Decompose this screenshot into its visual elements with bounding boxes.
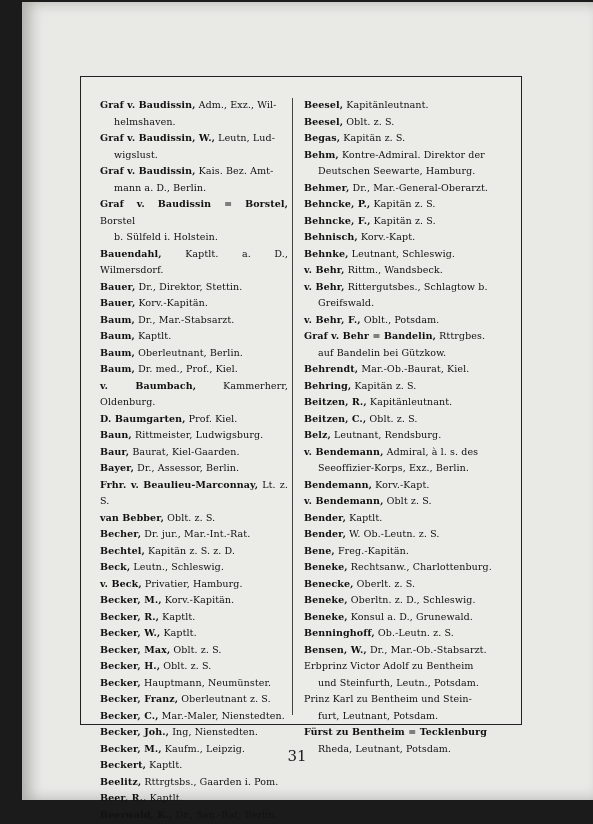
entry-name: Baum, [100, 331, 135, 342]
entry-name: Bauendahl, [100, 249, 162, 260]
entry-name: Graf v. Behr = Bandelin, [304, 331, 436, 342]
directory-entry [100, 527, 288, 544]
entry-details: Kaptlt. [163, 628, 196, 639]
entry-details: Privatier, Hamburg. [145, 579, 243, 590]
entry-name: v. Beck, [100, 579, 142, 590]
entry-name: Bensen, W., [304, 645, 367, 656]
directory-entry [304, 313, 502, 330]
entry-name: Beneke, [304, 562, 348, 573]
entry-details: Oberlt. z. S. [357, 579, 415, 590]
entry-name: Bayer, [100, 463, 134, 474]
entry-details: Dr. med., Prof., Kiel. [138, 364, 238, 375]
entry-name: Graf v. Baudissin, [100, 100, 196, 111]
entry-name: Becker, [100, 678, 141, 689]
directory-entry [304, 692, 502, 725]
directory-entry [100, 643, 288, 660]
entry-details: Leutnant, Rendsburg. [334, 430, 441, 441]
entry-details: Kapitän z. S. z. D. [148, 546, 235, 557]
entry-details: Kapitän z. S. [374, 216, 436, 227]
entry-name: Fürst zu Bentheim = Tecklenburg [304, 727, 487, 738]
directory-entry [100, 296, 288, 313]
entry-details: Kapitänleutnant. [346, 100, 428, 111]
entry-name: Begas, [304, 133, 340, 144]
directory-entry [100, 676, 288, 693]
entry-name: Beitzen, R., [304, 397, 367, 408]
directory-entry [100, 247, 288, 280]
entry-name: Becker, C., [100, 711, 159, 722]
entry-details: Dr., Mar.-Stabsarzt. [138, 315, 234, 326]
entry-name: Baum, [100, 364, 135, 375]
entry-name: v. Behr, [304, 265, 345, 276]
entry-details: Kammerherr, Oldenburg. [100, 381, 288, 409]
entry-details: Freg.-Kapitän. [338, 546, 409, 557]
entry-name: Behrendt, [304, 364, 358, 375]
entry-name: Baum, [100, 315, 135, 326]
entry-details: Baurat, Kiel-Gaarden. [132, 447, 239, 458]
entry-name: v. Behr, [304, 282, 345, 293]
entry-details: Oblt. z. S. [163, 661, 211, 672]
directory-entry [304, 247, 502, 264]
entry-name: Frhr. v. Beaulieu-Marconnay, [100, 480, 258, 491]
directory-entry [100, 362, 288, 379]
left-column [100, 98, 288, 824]
entry-details: Korv.-Kapt. [361, 232, 415, 243]
directory-entry [304, 395, 502, 412]
entry-details: Oblt z. S. [387, 496, 432, 507]
entry-details: W. Ob.-Leutn. z. S. [349, 529, 439, 540]
entry-details: Oberleutnant, Berlin. [138, 348, 243, 359]
directory-entry [100, 445, 288, 462]
entry-details: Konsul a. D., Grunewald. [351, 612, 473, 623]
entry-details: Kapitänleutnant. [370, 397, 452, 408]
entry-details: Kaufm., Leipzig. [165, 744, 245, 755]
directory-entry [304, 362, 502, 379]
entry-name: Bauer, [100, 298, 135, 309]
entry-name: Bender, [304, 529, 346, 540]
directory-entry [100, 791, 288, 808]
entry-details: Kaptlt. a. D., Wilmersdorf. [100, 249, 288, 277]
book-page [22, 2, 593, 800]
entry-details: Lt. z. S. [100, 480, 288, 508]
entry-name: Belz, [304, 430, 331, 441]
entry-details: Korv.-Kapitän. [138, 298, 207, 309]
entry-details: Kaptlt. [149, 760, 182, 771]
directory-entry [100, 560, 288, 577]
directory-entry [304, 379, 502, 396]
directory-entry [100, 659, 288, 676]
directory-entry [304, 544, 502, 561]
right-column [304, 98, 502, 758]
entry-details: Rttrgtsbs., Gaarden i. Pom. [144, 777, 278, 788]
directory-entry [100, 511, 288, 528]
directory-entry [100, 725, 288, 742]
directory-entry [304, 659, 502, 692]
directory-entry [304, 230, 502, 247]
entry-continuation: Deutschen Seewarte, Hamburg. [304, 164, 502, 181]
directory-entry [304, 412, 502, 429]
entry-details: Prinz Karl zu Bentheim und Stein- [304, 694, 472, 705]
entry-continuation: auf Bandelin bei Gützkow. [304, 346, 502, 363]
entry-name: Beelitz, [100, 777, 141, 788]
directory-entry [100, 758, 288, 775]
entry-details: Kapitän z. S. [343, 133, 405, 144]
directory-entry [100, 544, 288, 561]
entry-name: D. Baumgarten, [100, 414, 186, 425]
entry-details: Kapitän z. S. [373, 199, 435, 210]
directory-entry [100, 709, 288, 726]
entry-name: Becker, M., [100, 595, 162, 606]
entry-name: Benecke, [304, 579, 354, 590]
directory-entry [304, 560, 502, 577]
directory-entry [304, 478, 502, 495]
entry-name: Behmer, [304, 183, 349, 194]
directory-entry [304, 115, 502, 132]
entry-name: Behring, [304, 381, 351, 392]
entry-name: Beesel, [304, 117, 343, 128]
entry-details: Leutnant, Schleswig. [352, 249, 455, 260]
directory-entry [304, 511, 502, 528]
entry-continuation: Greifswald. [304, 296, 502, 313]
entry-details: Kaptlt. [162, 612, 195, 623]
directory-entry [100, 280, 288, 297]
directory-entry [304, 98, 502, 115]
directory-entry [304, 610, 502, 627]
entry-name: Beneke, [304, 612, 348, 623]
entry-details: Kaptlt. [349, 513, 382, 524]
entry-name: Behnke, [304, 249, 349, 260]
directory-entry [304, 280, 502, 313]
entry-name: Becker, Max, [100, 645, 170, 656]
directory-entry [100, 478, 288, 511]
entry-details: Kapitän z. S. [354, 381, 416, 392]
entry-details: Admiral, à l. s. des [387, 447, 479, 458]
directory-entry [100, 577, 288, 594]
entry-details: Korv.-Kapitän. [165, 595, 234, 606]
directory-entry [100, 197, 288, 247]
directory-entry [100, 412, 288, 429]
entry-name: Beitzen, C., [304, 414, 366, 425]
directory-entry [304, 428, 502, 445]
entry-name: Benninghoff, [304, 628, 375, 639]
entry-continuation: mann a. D., Berlin. [100, 181, 288, 198]
directory-entry [100, 428, 288, 445]
directory-entry [100, 131, 288, 164]
directory-entry [304, 263, 502, 280]
entry-name: v. Baumbach, [100, 381, 196, 392]
directory-entry [100, 379, 288, 412]
directory-entry [304, 131, 502, 148]
directory-entry [304, 181, 502, 198]
directory-entry [100, 808, 288, 824]
entry-name: Beck, [100, 562, 130, 573]
entry-name: Beerwald, K., [100, 810, 173, 821]
page-number: 31 [277, 747, 317, 765]
directory-entry [100, 329, 288, 346]
entry-details: Erbprinz Victor Adolf zu Bentheim [304, 661, 474, 672]
entry-continuation: wigslust. [100, 148, 288, 165]
entry-name: Graf v. Baudissin = Borstel, [100, 199, 288, 210]
entry-details: Borstel [100, 216, 135, 227]
entry-name: Bendemann, [304, 480, 372, 491]
entry-details: Ob.-Leutn. z. S. [378, 628, 454, 639]
entry-name: Behnisch, [304, 232, 358, 243]
entry-details: Rttrgbes. [439, 331, 485, 342]
entry-name: Beneke, [304, 595, 348, 606]
entry-details: Dr., Direktor, Stettin. [138, 282, 242, 293]
entry-name: Beckert, [100, 760, 146, 771]
entry-name: Becker, Franz, [100, 694, 178, 705]
entry-continuation: b. Sülfeld i. Holstein. [100, 230, 288, 247]
entry-name: Bender, [304, 513, 346, 524]
entry-details: Ing, Nienstedten. [172, 727, 258, 738]
entry-name: Beer, R., [100, 793, 146, 804]
entry-name: Becher, [100, 529, 141, 540]
directory-entry [100, 692, 288, 709]
entry-name: Baum, [100, 348, 135, 359]
entry-name: Bauer, [100, 282, 135, 293]
directory-entry [304, 148, 502, 181]
entry-details: Oblt., Potsdam. [364, 315, 439, 326]
entry-details: Dr. jur., Mar.-Int.-Rat. [144, 529, 250, 540]
entry-details: Oblt. z. S. [346, 117, 394, 128]
directory-entry [100, 626, 288, 643]
directory-entry [100, 610, 288, 627]
entry-details: Rittergutsbes., Schlagtow b. [348, 282, 488, 293]
directory-entry [100, 346, 288, 363]
entry-details: Oblt. z. S. [173, 645, 221, 656]
directory-entry [304, 494, 502, 511]
entry-details: Oberltn. z. D., Schleswig. [351, 595, 476, 606]
entry-details: Prof. Kiel. [189, 414, 238, 425]
entry-name: Graf v. Baudissin, W., [100, 133, 215, 144]
entry-details: Rechtsanw., Charlottenburg. [351, 562, 492, 573]
entry-details: Dr., San.-Rat, Berlin. [176, 810, 278, 821]
entry-name: Becker, M., [100, 744, 162, 755]
entry-name: Behncke, F., [304, 216, 371, 227]
entry-details: Kais. Bez. Amt- [199, 166, 274, 177]
directory-entry [100, 461, 288, 478]
directory-entry [304, 214, 502, 231]
entry-details: Hauptmann, Neumünster. [144, 678, 271, 689]
entry-continuation: furt, Leutnant, Potsdam. [304, 709, 502, 726]
entry-name: Bechtel, [100, 546, 145, 557]
entry-name: Graf v. Baudissin, [100, 166, 196, 177]
entry-name: Becker, H., [100, 661, 160, 672]
column-divider [292, 98, 293, 715]
entry-details: Mar.-Maler, Nienstedten. [162, 711, 285, 722]
entry-name: v. Bendemann, [304, 447, 383, 458]
entry-name: v. Behr, F., [304, 315, 361, 326]
entry-details: Kaptlt. [150, 793, 183, 804]
entry-details: Dr., Assessor, Berlin. [137, 463, 239, 474]
directory-entry [100, 742, 288, 759]
entry-details: Adm., Exz., Wil- [199, 100, 277, 111]
entry-details: Leutn., Schleswig. [133, 562, 224, 573]
entry-name: v. Bendemann, [304, 496, 383, 507]
directory-entry [100, 775, 288, 792]
directory-entry [304, 527, 502, 544]
directory-entry [304, 577, 502, 594]
entry-details: Leutn, Lud- [218, 133, 275, 144]
directory-entry [304, 593, 502, 610]
entry-name: Baur, [100, 447, 129, 458]
entry-name: Bene, [304, 546, 335, 557]
entry-name: Becker, W., [100, 628, 160, 639]
directory-entry [304, 197, 502, 214]
directory-entry [304, 725, 502, 758]
directory-entry [304, 643, 502, 660]
directory-entry [100, 593, 288, 610]
entry-continuation: und Steinfurth, Leutn., Potsdam. [304, 676, 502, 693]
entry-details: Dr., Mar.-Ob.-Stabsarzt. [370, 645, 487, 656]
entry-name: Becker, R., [100, 612, 159, 623]
entry-details: Oblt. z. S. [369, 414, 417, 425]
directory-entry [100, 313, 288, 330]
directory-entry [304, 445, 502, 478]
entry-details: Kontre-Admiral. Direktor der [342, 150, 485, 161]
entry-details: Dr., Mar.-General-Oberarzt. [353, 183, 488, 194]
entry-name: Baun, [100, 430, 132, 441]
entry-details: Rittm., Wandsbeck. [348, 265, 443, 276]
entry-details: Korv.-Kapt. [375, 480, 429, 491]
entry-name: Behncke, P., [304, 199, 370, 210]
entry-name: van Bebber, [100, 513, 164, 524]
entry-details: Kaptlt. [138, 331, 171, 342]
entry-details: Oblt. z. S. [167, 513, 215, 524]
directory-entry [304, 329, 502, 362]
entry-details: Mar.-Ob.-Baurat, Kiel. [361, 364, 469, 375]
entry-details: Rittmeister, Ludwigsburg. [135, 430, 263, 441]
entry-name: Becker, Joh., [100, 727, 169, 738]
directory-entry [304, 626, 502, 643]
directory-entry [100, 164, 288, 197]
entry-details: Oberleutnant z. S. [181, 694, 270, 705]
entry-continuation: helmshaven. [100, 115, 288, 132]
entry-name: Behm, [304, 150, 339, 161]
entry-name: Beesel, [304, 100, 343, 111]
directory-entry [100, 98, 288, 131]
entry-continuation: Rheda, Leutnant, Potsdam. [304, 742, 502, 759]
entry-continuation: Seeoffizier-Korps, Exz., Berlin. [304, 461, 502, 478]
